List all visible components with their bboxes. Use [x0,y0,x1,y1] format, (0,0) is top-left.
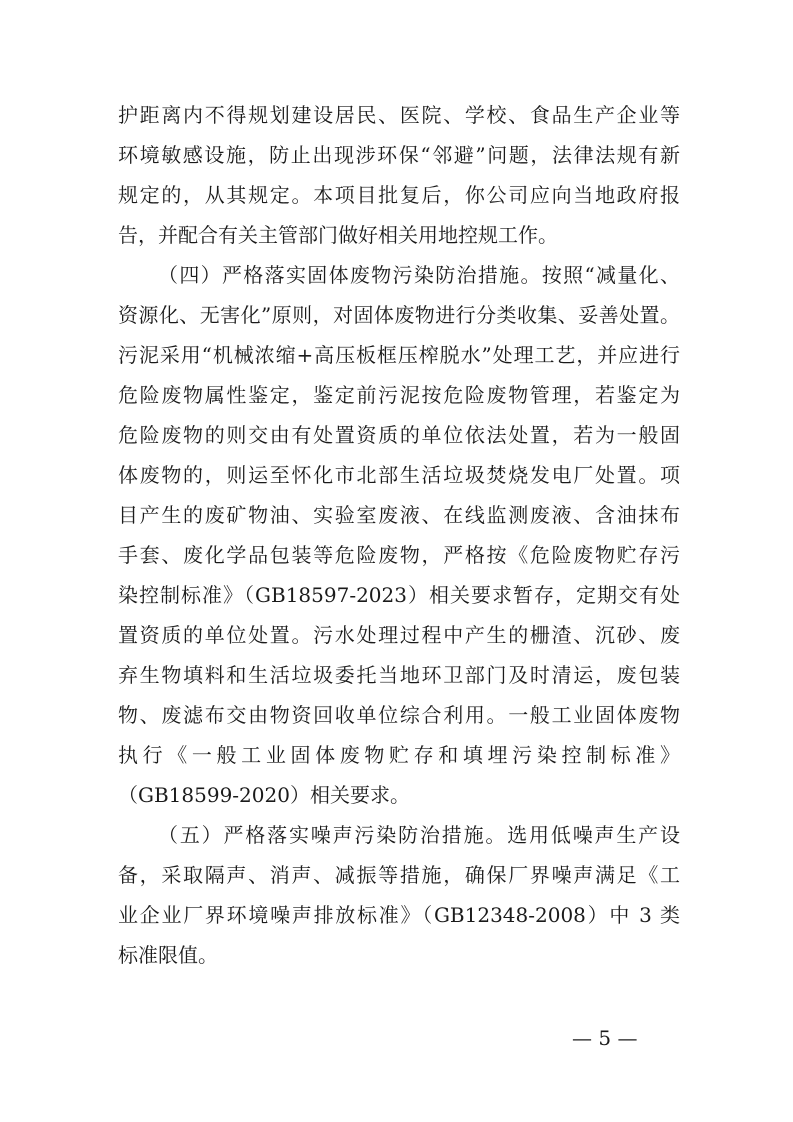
text-line: （五）严格落实噪声污染防治措施。选用低噪声生产设 [158,823,680,847]
text-line: 污泥采用“机械浓缩+高压板框压榨脱水”处理工艺，并应进行 [118,343,680,367]
text-line: 染控制标准》（GB18597-2023）相关要求暂存，定期交有处 [118,583,680,607]
text-line: 执行《一般工业固体废物贮存和填埋污染控制标准》 [118,743,680,767]
text-line: 备，采取隔声、消声、减振等措施，确保厂界噪声满足《工 [118,863,680,887]
text-line: 体废物的，则运至怀化市北部生活垃圾焚烧发电厂处置。项 [118,463,680,487]
page-number: — 5 — [572,1026,638,1050]
body-text [118,95,680,975]
text-line: 目产生的废矿物油、实验室废液、在线监测废液、含油抹布 [118,503,680,527]
text-line: 告，并配合有关主管部门做好相关用地控规工作。 [118,223,558,247]
text-line: （四）严格落实固体废物污染防治措施。按照“减量化、 [158,263,680,287]
text-line: 手套、废化学品包装等危险废物，严格按《危险废物贮存污 [118,543,680,567]
text-line: 物、废滤布交由物资回收单位综合利用。一般工业固体废物 [118,703,680,727]
text-line: 规定的，从其规定。本项目批复后，你公司应向当地政府报 [118,183,680,207]
text-line: 护距离内不得规划建设居民、医院、学校、食品生产企业等 [118,103,680,127]
text-line: 资源化、无害化”原则，对固体废物进行分类收集、妥善处置。 [118,303,680,327]
text-line: 危险废物属性鉴定，鉴定前污泥按危险废物管理，若鉴定为 [118,383,680,407]
text-line: 业企业厂界环境噪声排放标准》（GB12348-2008）中 3 类 [118,903,680,927]
text-line: 环境敏感设施，防止出现涉环保“邻避”问题，法律法规有新 [118,143,680,167]
text-line: （GB18599-2020）相关要求。 [118,783,410,807]
text-line: 置资质的单位处置。污水处理过程中产生的栅渣、沉砂、废 [118,623,680,647]
text-line: 弃生物填料和生活垃圾委托当地环卫部门及时清运，废包装 [118,663,680,687]
text-line: 标准限值。 [118,943,218,967]
text-line: 危险废物的则交由有处置资质的单位依法处置，若为一般固 [118,423,680,447]
